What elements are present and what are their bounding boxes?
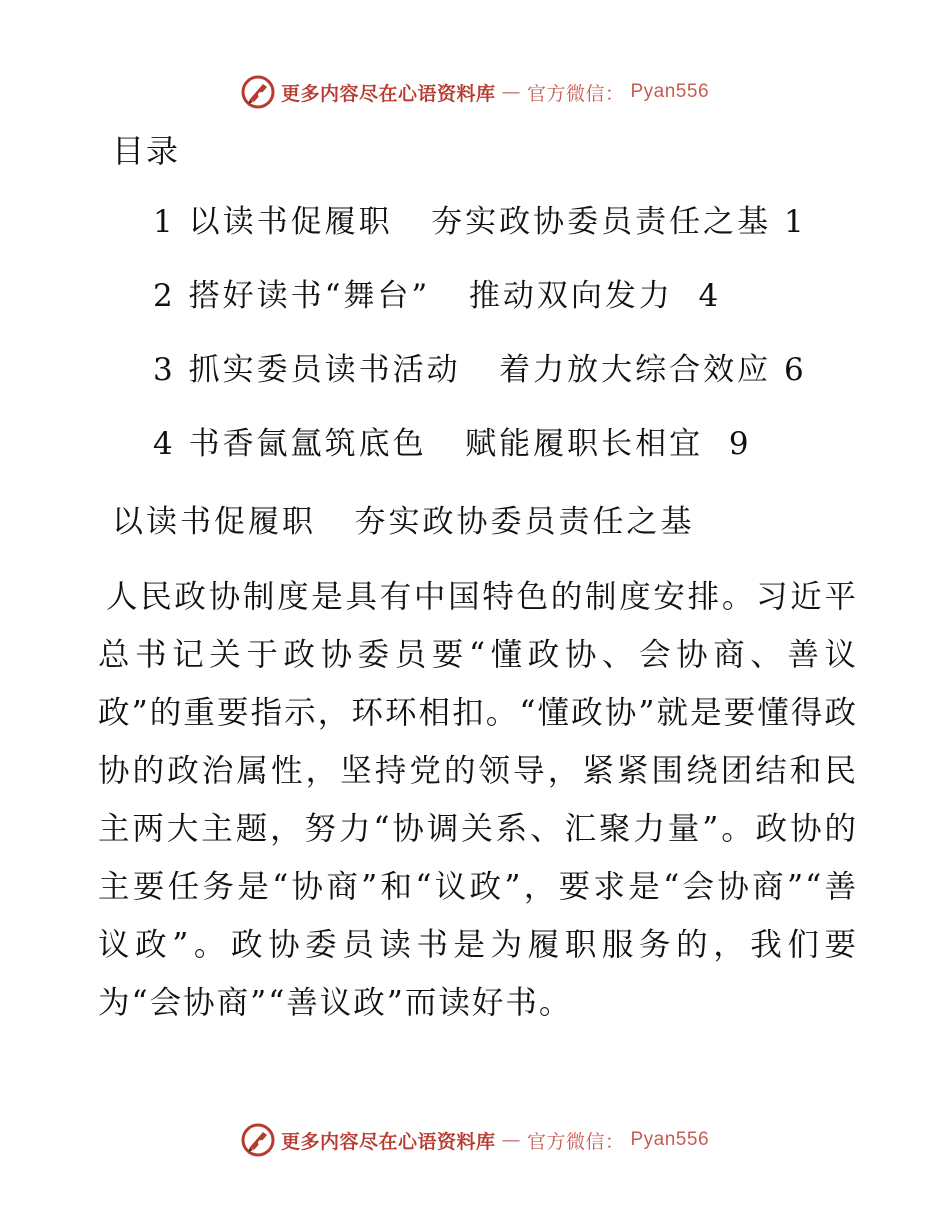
- watermark-contact-id: Pyan556: [630, 1129, 710, 1150]
- header-watermark: [0, 72, 950, 112]
- watermark-main-text: 更多内容尽在心语资料库: [280, 1130, 496, 1153]
- toc-list: [153, 196, 807, 492]
- pen-logo-icon: [241, 1123, 275, 1157]
- toc-item: 1 以读书促履职 夯实政协委员责任之基 1: [153, 204, 807, 240]
- body-paragraph: 人民政协制度是具有中国特色的制度安排。习近平总书记关于政协委员要“懂政协、会协商、善议政”的重要指示，环环相扣。“懂政协”就是要懂得政协的政治属性，坚持党的领导，紧紧围绕团结和民主两大主题，努力“协调关系、汇聚力量”。政协的主要任务是“协商”和“议政”，要求是“会协商”“善议政”。政协委员读书是为履职服务的，我们要为“会协商”“善议政”而读好书。: [98, 579, 858, 1021]
- watermark-separator: —: [501, 81, 521, 103]
- watermark-contact-label: 官方微信：: [526, 1130, 625, 1153]
- watermark-brand: [241, 75, 709, 109]
- section-heading: 以读书促履职 夯实政协委员责任之基: [112, 504, 695, 540]
- footer-watermark: [0, 1120, 950, 1160]
- toc-title: 目录: [112, 132, 181, 170]
- watermark-brand: [241, 1123, 709, 1157]
- toc-item: 3 抓实委员读书活动 着力放大综合效应 6: [153, 352, 807, 388]
- toc-item: 4 书香氤氲筑底色 赋能履职长相宜 9: [153, 426, 752, 462]
- toc-item: 2 搭好读书“舞台” 推动双向发力 4: [153, 278, 722, 314]
- pen-logo-icon: [241, 75, 275, 109]
- watermark-separator: —: [501, 1129, 521, 1151]
- watermark-main-text: 更多内容尽在心语资料库: [280, 82, 496, 105]
- watermark-contact-label: 官方微信：: [526, 82, 625, 105]
- watermark-contact-id: Pyan556: [630, 81, 710, 102]
